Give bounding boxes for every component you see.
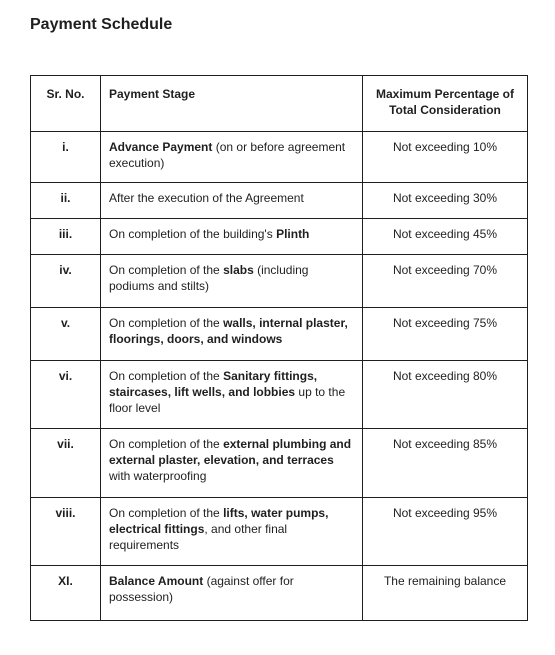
stage-text: (against offer for possession) [109,574,294,604]
table-row [31,183,528,219]
header-sr-no [31,76,101,132]
cell-payment-stage [101,255,363,308]
cell-payment-stage [101,132,363,183]
cell-max-percentage [363,566,528,621]
percentage-text: Not exceeding 85% [392,437,498,451]
sr-no-text: v. [60,316,71,330]
stage-text: On completion of the [109,506,224,520]
percentage-text: Not exceeding 10% [392,140,498,154]
cell-max-percentage [363,255,528,308]
cell-payment-stage [101,361,363,429]
table-row [31,498,528,566]
stage-text: On completion of the [109,437,224,451]
table-row [31,308,528,361]
table-row [31,361,528,429]
cell-max-percentage [363,183,528,219]
table-row [31,566,528,621]
stage-text: On completion of the [109,369,224,383]
cell-max-percentage [363,219,528,255]
cell-sr-no [31,498,101,566]
stage-text-bold: Advance Payment [109,140,213,154]
table-row [31,132,528,183]
header-max-percentage [363,76,528,132]
percentage-text: Not exceeding 70% [392,263,498,277]
sr-no-text: viii. [55,506,76,520]
sr-no-text: iii. [58,227,73,241]
cell-sr-no [31,183,101,219]
percentage-text: The remaining balance [383,574,507,588]
sr-no-text: iv. [59,263,72,277]
cell-payment-stage [101,308,363,361]
sr-no-text: vii. [57,437,74,451]
cell-sr-no [31,132,101,183]
table-row [31,429,528,498]
percentage-text: Not exceeding 45% [392,227,498,241]
stage-text: up to the floor level [109,385,346,415]
cell-payment-stage [101,219,363,255]
cell-payment-stage [101,183,363,219]
sr-no-text: XI. [58,574,73,588]
stage-text: , and other final requirements [109,522,288,552]
cell-payment-stage [101,566,363,621]
stage-text: On completion of the building's [109,227,277,241]
cell-max-percentage [363,308,528,361]
sr-no-text: vi. [58,369,73,383]
sr-no-text: i. [62,140,69,154]
header-sr-no-label: Sr. No. [46,87,85,101]
percentage-text: Not exceeding 75% [392,316,498,330]
stage-text: (on or before agreement execution) [109,140,346,170]
page-title: Payment Schedule [30,16,173,33]
table-row [31,255,528,308]
cell-max-percentage [363,498,528,566]
cell-sr-no [31,429,101,498]
stage-text: with waterproofing [109,469,207,483]
stage-text: On completion of the [109,316,224,330]
table-row [31,219,528,255]
stage-text: After the execution of the Agreement [109,191,304,205]
cell-max-percentage [363,429,528,498]
header-max-percentage-line2: Total Consideration [389,103,501,117]
stage-text-bold: slabs [223,263,254,277]
header-payment-stage-label: Payment Stage [109,87,196,101]
cell-max-percentage [363,361,528,429]
percentage-text: Not exceeding 30% [392,191,498,205]
stage-text-bold: lifts, water pumps, electrical fittings [109,506,329,536]
stage-text-bold: Plinth [276,227,310,241]
percentage-text: Not exceeding 95% [392,506,498,520]
cell-sr-no [31,219,101,255]
cell-max-percentage [363,132,528,183]
cell-payment-stage [101,429,363,498]
header-payment-stage [101,76,363,132]
table-header-row [31,76,528,132]
stage-text-bold: Sanitary fittings, staircases, lift wells, and lobbies [109,369,318,399]
percentage-text: Not exceeding 80% [392,369,498,383]
sr-no-text: ii. [60,191,71,205]
stage-text-bold: Balance Amount [109,574,204,588]
stage-text: (including podiums and stilts) [109,263,309,293]
stage-text-bold: walls, internal plaster, floorings, doors, and windows [109,316,348,346]
cell-sr-no [31,361,101,429]
cell-sr-no [31,566,101,621]
stage-text: On completion of the [109,263,224,277]
cell-sr-no [31,255,101,308]
header-max-percentage-line1: Maximum Percentage of [375,87,515,101]
cell-payment-stage [101,498,363,566]
cell-sr-no [31,308,101,361]
payment-schedule-table [30,75,528,621]
stage-text-bold: external plumbing and external plaster, elevation, and terraces [109,437,352,467]
